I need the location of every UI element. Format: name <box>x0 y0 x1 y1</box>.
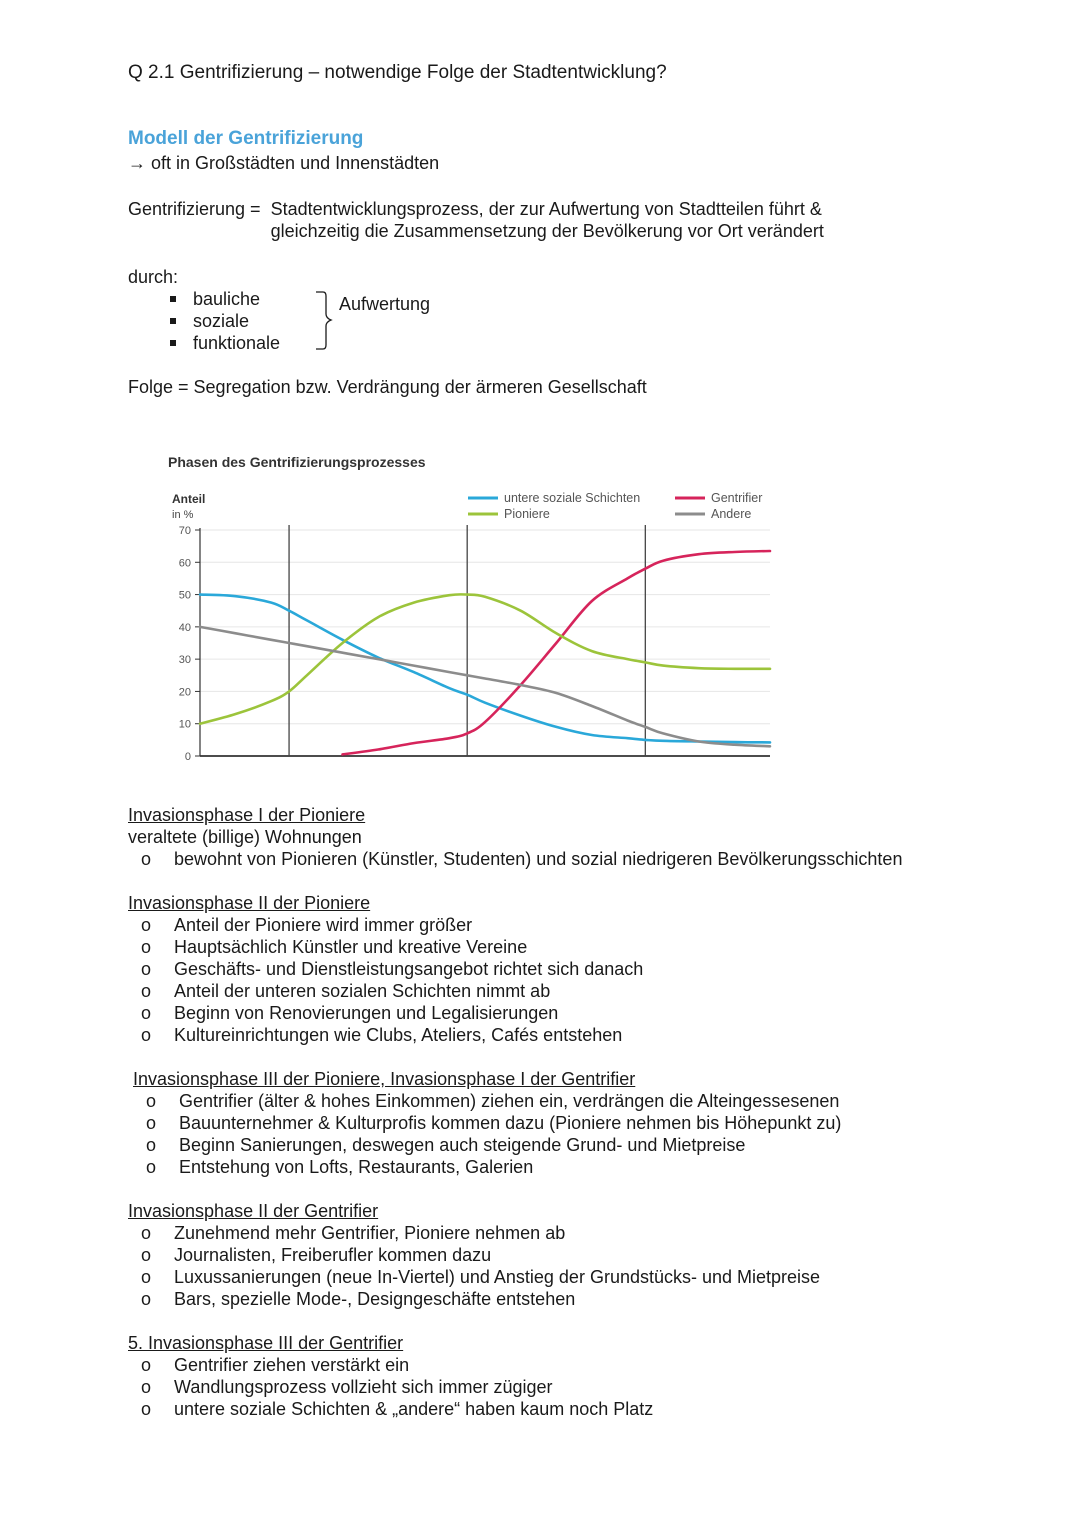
durch-label: durch: <box>128 267 179 287</box>
section-title: 5. Invasionsphase III der Gentrifier <box>128 1333 404 1353</box>
brace-icon <box>314 288 334 354</box>
y-tick-label: 40 <box>178 621 191 634</box>
section-phase-4 <box>128 1200 1028 1310</box>
definition-text: Stadtentwicklungsprozess, der zur Aufwertung von Stadtteilen führt & gleichzeitig die Zusammensetzung der Bevölkerung vor Ort verändert <box>270 199 824 241</box>
y-tick-label: 70 <box>178 525 191 537</box>
section-title: Invasionsphase I der Pioniere <box>128 805 366 825</box>
section-phase-3 <box>128 1068 1028 1178</box>
list-item: o Beginn Sanierungen, deswegen auch steigende Grund- und Mietpreise <box>133 1134 1028 1156</box>
document <box>128 62 1028 398</box>
legend-label: Gentrifier <box>711 491 763 505</box>
page-title: Q 2.1 Gentrifizierung – notwendige Folge der Stadtentwicklung? <box>128 62 667 83</box>
section-title: Invasionsphase III der Pioniere, Invasionsphase I der Gentrifier <box>133 1069 636 1089</box>
folge-text: Folge = Segregation bzw. Verdrängung der ärmeren Gesellschaft <box>128 377 647 397</box>
list-item: o Anteil der Pioniere wird immer größer <box>128 914 1028 936</box>
list-item: o Luxussanierungen (neue In-Viertel) und Anstieg der Grundstücks- und Mietpreise <box>128 1266 1028 1288</box>
y-tick-label: 50 <box>178 589 191 602</box>
bullet-list <box>128 848 1028 870</box>
series-line-andere <box>200 627 770 746</box>
section-title: Invasionsphase II der Gentrifier <box>128 1201 379 1221</box>
section-title: Invasionsphase II der Pioniere <box>128 893 371 913</box>
list-item: o Hauptsächlich Künstler und kreative Vereine <box>128 936 1028 958</box>
list-item: bauliche <box>148 288 1028 310</box>
bullet-list <box>128 914 1028 1046</box>
list-item: o Geschäfts- und Dienstleistungsangebot richtet sich danach <box>128 958 1028 980</box>
list-item: o bewohnt von Pionieren (Künstler, Studenten) und sozial niedrigeren Bevölkerungsschichten <box>128 848 1028 870</box>
list-item: o Bars, spezielle Mode-, Designgeschäfte entstehen <box>128 1288 1028 1310</box>
list-item: o Journalisten, Freiberufler kommen dazu <box>128 1244 1028 1266</box>
chart-svg <box>160 445 790 770</box>
y-tick-label: 60 <box>178 557 191 570</box>
phase-sections <box>128 804 1028 1442</box>
y-axis-label-unit: in % <box>172 509 194 521</box>
section-intro: veraltete (billige) Wohnungen <box>128 827 362 847</box>
y-tick-label: 20 <box>178 686 191 699</box>
list-item: o Anteil der unteren sozialen Schichten nimmt ab <box>128 980 1028 1002</box>
section-phase-5 <box>128 1332 1028 1420</box>
gentrification-chart <box>160 445 790 770</box>
definition <box>128 198 1028 242</box>
model-heading: Modell der Gentrifizierung <box>128 128 364 149</box>
legend-label: Pioniere <box>504 507 550 521</box>
legend-label: Andere <box>711 507 752 521</box>
list-item: o Gentrifier (älter & hohes Einkommen) ziehen ein, verdrängen die Alteingessesenen <box>133 1090 1028 1112</box>
section-phase-2 <box>128 892 1028 1046</box>
list-item: o Zunehmend mehr Gentrifier, Pioniere nehmen ab <box>128 1222 1028 1244</box>
aufwertung-list <box>128 288 1028 354</box>
chart-title: Phasen des Gentrifizierungsprozesses <box>168 454 426 470</box>
y-tick-label: 10 <box>178 718 191 731</box>
y-tick-label: 0 <box>184 751 191 763</box>
list-item: o Wandlungsprozess vollzieht sich immer zügiger <box>128 1376 1028 1398</box>
aufwertung-label: Aufwertung <box>339 294 431 314</box>
list-item: o Entstehung von Lofts, Restaurants, Galerien <box>133 1156 1028 1178</box>
bullet-list <box>128 1354 1028 1420</box>
legend-label: untere soziale Schichten <box>504 491 641 505</box>
model-note: → oft in Großstädten und Innenstädten <box>128 153 440 173</box>
y-tick-label: 30 <box>178 654 191 667</box>
list-item: o Beginn von Renovierungen und Legalisierungen <box>128 1002 1028 1024</box>
bullet-list <box>133 1090 1028 1178</box>
aufwertung-group <box>128 288 1028 354</box>
definition-term: Gentrifizierung = <box>128 199 271 219</box>
bullet-list <box>128 1222 1028 1310</box>
list-item: o Gentrifier ziehen verstärkt ein <box>128 1354 1028 1376</box>
list-item: funktionale <box>148 332 1028 354</box>
y-axis-label: Anteil <box>172 492 206 506</box>
list-item: soziale <box>148 310 1028 332</box>
list-item: o Kultureinrichtungen wie Clubs, Ateliers, Cafés entstehen <box>128 1024 1028 1046</box>
list-item: o untere soziale Schichten & „andere“ haben kaum noch Platz <box>128 1398 1028 1420</box>
section-phase-1 <box>128 804 1028 870</box>
list-item: o Bauunternehmer & Kulturprofis kommen dazu (Pioniere nehmen bis Höhepunkt zu) <box>133 1112 1028 1134</box>
